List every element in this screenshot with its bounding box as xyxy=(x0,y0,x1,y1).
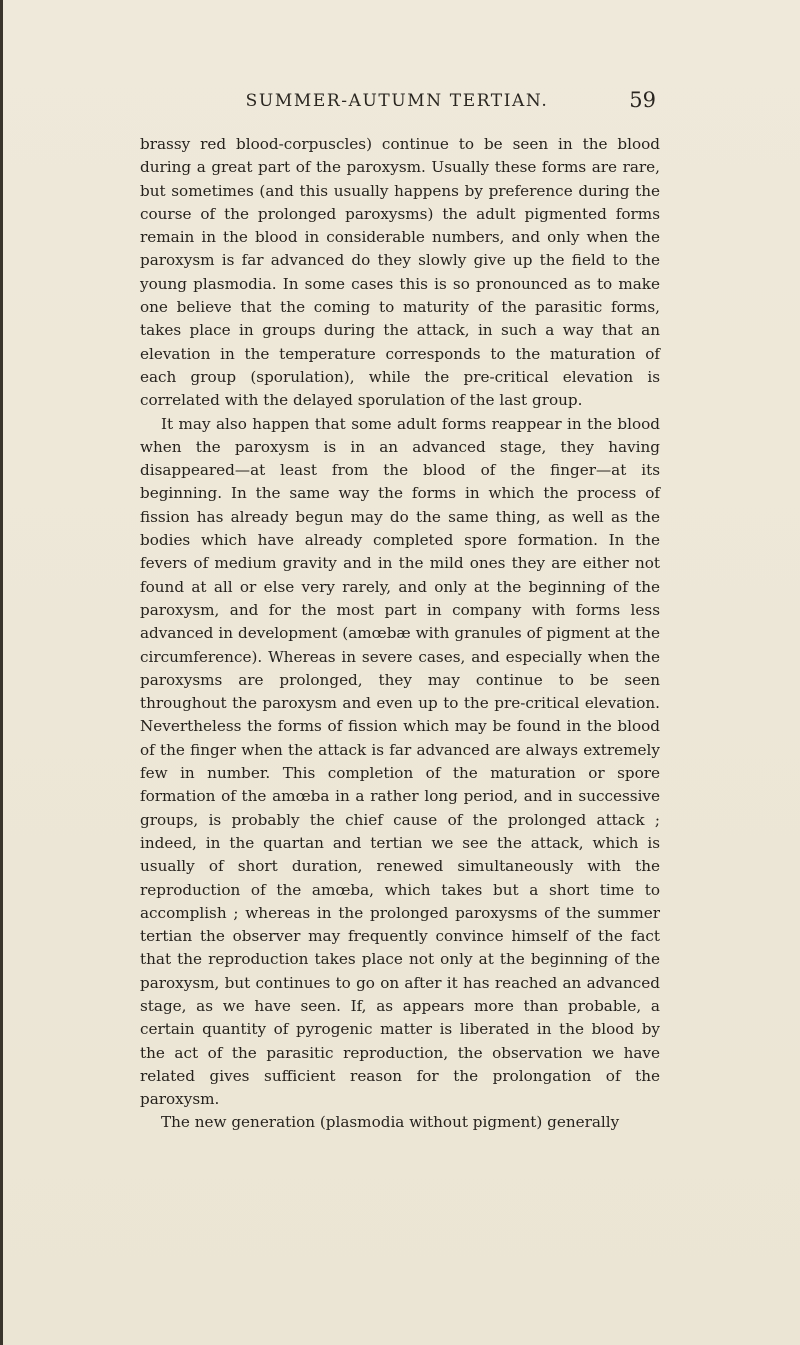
page-header xyxy=(138,89,656,119)
page-number: 59 xyxy=(629,88,656,112)
paragraph-1: brassy red blood-corpuscles) continue to be seen in the blood during a great part of the paroxysm. Usually these forms are rare, but sometimes (and this usually happens by preference during the course of the prolonged paroxysms) the adult pigmented forms remain in the blood in considerable numbers, and only when the paroxysm is far advanced do they slowly give up the field to the young plasmodia. In some cases this is so pronounced as to make one believe that the coming to maturity of the parasitic forms, takes place in groups during the attack, in such a way that an elevation in the temperature corresponds to the maturation of each group (sporulation), while the pre-critical elevation is correlated with the delayed sporulation of the last group. xyxy=(140,135,660,410)
body-text xyxy=(140,133,660,1135)
paragraph-3: The new generation (plasmodia without pigment) generally xyxy=(161,1113,620,1132)
running-head: SUMMER-AUTUMN TERTIAN. xyxy=(245,91,549,111)
paragraph-2: It may also happen that some adult forms reappear in the blood when the paroxysm is in an advanced stage, they having disappeared—at least from the blood of the finger—at its beginning. In the same way the forms in which the process of fission has already begun may do the same thing, as well as the bodies which have already completed spore formation. In the fevers of medium gravity and in the mild ones they are either not found at all or else very rarely, and only at the beginning of the paroxysm, and for the most part in company with forms less advanced in development (amœbæ with granules of pigment at the circumference). Whereas in severe cases, and especially when the paroxysms are prolonged, they may continue to be seen throughout the paroxysm and even up to the pre-critical elevation. Nevertheless the forms of fission which may be found in the blood of the finger when the attack is far advanced are always extremely few in number. This completion of the maturation or spore formation of the amœba in a rather long period, and in successive groups, is probably the chief cause of the prolonged attack ; indeed, in the quartan and tertian we see the attack, which is usually of short duration, renewed simultaneously with the reproduction of the amœba, which takes but a short time to accomplish ; whereas in the prolonged paroxysms of the summer tertian the observer may frequently convince himself of the fact that the reproduction takes place not only at the beginning of the paroxysm, but continues to go on after it has reached an advanced stage, as we have seen. If, as appears more than probable, a certain quantity of pyrogenic matter is liberated in the blood by the act of the parasitic reproduction, the observation we have related gives sufficient reason for the prolongation of the paroxysm. xyxy=(140,414,660,1109)
page-spine-edge xyxy=(0,0,3,1345)
